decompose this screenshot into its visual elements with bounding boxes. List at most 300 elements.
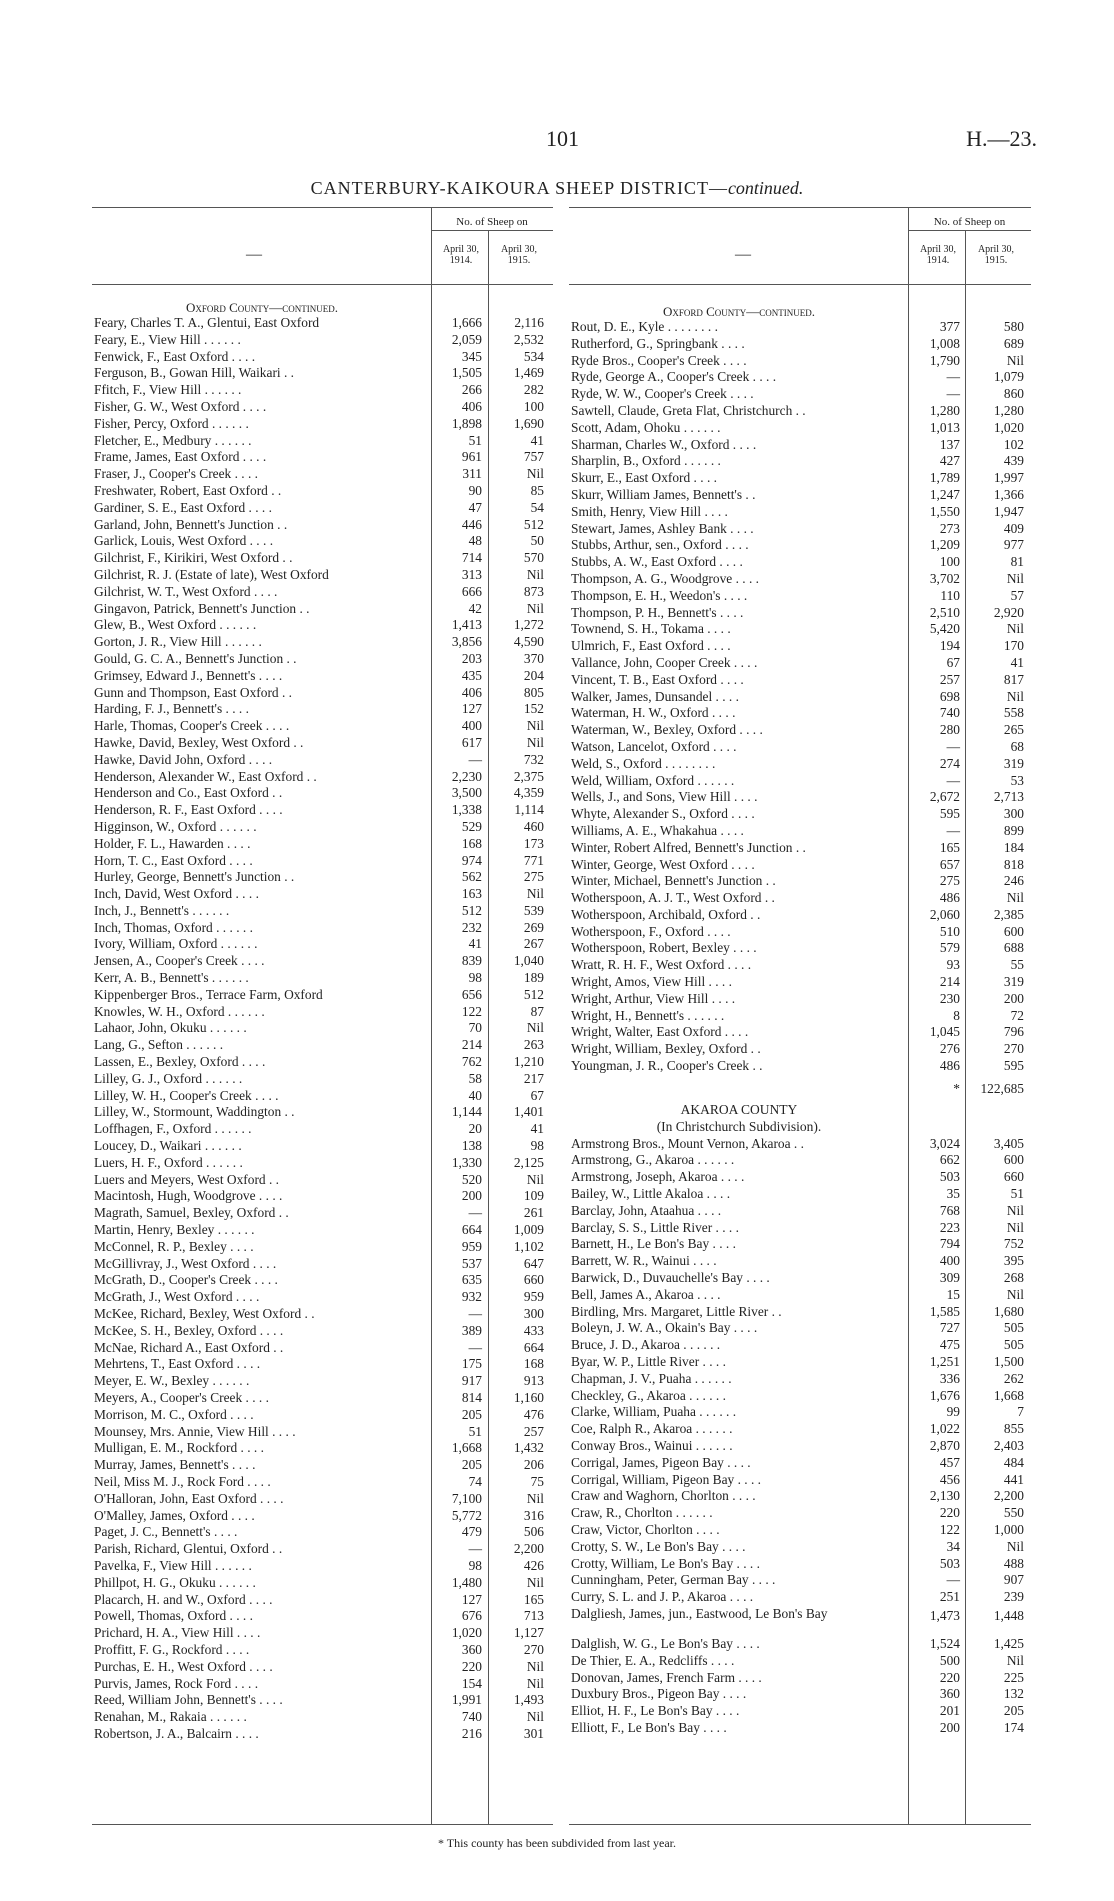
sheep-1915: 2,200 [513, 1541, 544, 1557]
table-row [569, 605, 1031, 622]
holder-name: Dalgliesh, James, jun., Eastwood, Le Bon's Bay [571, 1605, 828, 1621]
table-row [92, 1676, 553, 1693]
sheep-1915: 261 [523, 1205, 544, 1221]
holder-name: Coe, Ralph R., Akaroa . . . . . . [571, 1421, 733, 1437]
holder-name: Corrigal, William, Pigeon Bay . . . . [571, 1471, 762, 1487]
sheep-1915: 57 [1010, 587, 1024, 603]
table-row [92, 1575, 553, 1592]
sheep-1914: 1,338 [451, 802, 482, 818]
sheep-1915: 72 [1010, 1007, 1024, 1023]
table-row [92, 1356, 553, 1373]
sheep-1915: Nil [1006, 1538, 1024, 1554]
holder-name: Knowles, W. H., Oxford . . . . . . [94, 1003, 265, 1019]
table-row [92, 1709, 553, 1726]
sheep-1914: 657 [939, 856, 960, 872]
holder-name: Rout, D. E., Kyle . . . . . . . . [571, 319, 718, 334]
sheep-1914: 486 [939, 890, 960, 906]
sheep-1914: 510 [939, 923, 960, 939]
holder-name: Meyers, A., Cooper's Creek . . . . [94, 1390, 269, 1405]
holder-name: Craw, R., Chorlton . . . . . . [571, 1505, 713, 1521]
sheep-1914: 200 [939, 1719, 960, 1735]
holder-name: Rutherford, G., Springbank . . . . [571, 335, 745, 351]
holder-name: Craw, Victor, Chorlton . . . . [571, 1521, 720, 1537]
holder-name: Waterman, W., Bexley, Oxford . . . . [571, 722, 763, 738]
sheep-1914: 74 [468, 1473, 482, 1489]
holder-name: McNae, Richard A., East Oxford . . [94, 1339, 284, 1355]
table-row [569, 756, 1031, 773]
sheep-1915: 860 [1003, 386, 1024, 402]
sheep-1914: 1,413 [451, 617, 482, 633]
table-row [569, 1320, 1031, 1337]
sheep-1915: 301 [523, 1725, 544, 1741]
holder-name: Prichard, H. A., View Hill . . . . [94, 1625, 261, 1641]
table-row [569, 453, 1031, 470]
holder-name: Neil, Miss M. J., Rock Ford . . . . [94, 1473, 271, 1489]
sheep-1914: 1,550 [929, 503, 960, 519]
table-row [569, 1455, 1031, 1472]
sheep-1915: Nil [526, 1574, 544, 1590]
table-row [92, 533, 553, 550]
sheep-1915: 270 [1003, 1041, 1024, 1057]
sheep-1915: 2,116 [514, 315, 544, 330]
total-1914: * [953, 1080, 960, 1096]
sheep-1915: 1,102 [513, 1238, 544, 1254]
holder-name: Smith, Henry, View Hill . . . . [571, 503, 728, 519]
sheep-1915: 225 [1003, 1669, 1024, 1685]
left-section-title: Oxford County—continued. [185, 300, 339, 315]
sheep-1915: 4,359 [513, 785, 544, 801]
table-row [92, 1491, 553, 1508]
holder-name: Kerr, A. B., Bennett's . . . . . . [94, 970, 249, 986]
sheep-1914: 336 [939, 1370, 960, 1386]
table-row [92, 1104, 553, 1121]
holder-name: Henderson, R. F., East Oxford . . . . [94, 802, 283, 818]
sheep-1915: 257 [523, 1423, 544, 1439]
holder-name: De Thier, E. A., Redcliffs . . . . [571, 1652, 735, 1668]
holder-name: Gould, G. C. A., Bennett's Junction . . [94, 650, 297, 666]
table-row [92, 1037, 553, 1054]
sheep-1915: 1,114 [514, 802, 544, 818]
table-row [92, 500, 553, 517]
table-row [569, 722, 1031, 739]
sheep-1914: 1,480 [451, 1574, 482, 1590]
holder-name: Scott, Adam, Ohoku . . . . . . [571, 419, 721, 435]
sheep-1915: 85 [530, 482, 544, 498]
table-row [92, 769, 553, 786]
holder-name: Mehrtens, T., East Oxford . . . . [94, 1356, 261, 1372]
table-row [569, 1186, 1031, 1203]
table-row [92, 936, 553, 953]
sheep-1914: 1,209 [929, 537, 960, 553]
sheep-1914: 5,420 [929, 621, 960, 637]
holder-name: Barclay, S. S., Little River . . . . [571, 1219, 739, 1235]
table-row [569, 806, 1031, 823]
holder-name: Chapman, J. V., Puaha . . . . . . [571, 1370, 732, 1386]
sheep-1915: 2,200 [993, 1488, 1024, 1504]
sheep-1915: Nil [526, 1020, 544, 1036]
sheep-1914: 205 [461, 1457, 482, 1473]
sheep-1914: 1,020 [451, 1625, 482, 1641]
table-row [92, 466, 553, 483]
sheep-1915: 977 [1003, 537, 1024, 553]
table-row [569, 940, 1031, 957]
table-row [569, 1371, 1031, 1388]
holder-name: Mounsey, Mrs. Annie, View Hill . . . . [94, 1423, 296, 1439]
sheep-1914: 389 [461, 1322, 482, 1338]
sheep-1914: 313 [461, 566, 482, 582]
holder-name: Ulmrich, F., East Oxford . . . . [571, 638, 731, 654]
sheep-1915: 488 [1003, 1555, 1024, 1571]
holder-name: Morrison, M. C., Oxford . . . . [94, 1406, 254, 1422]
sheep-1915: 426 [523, 1557, 544, 1573]
sheep-1914: 664 [461, 1222, 482, 1238]
sheep-1914: 1,666 [451, 315, 482, 330]
table-row [569, 1539, 1031, 1556]
sheep-1914: 203 [461, 650, 482, 666]
table-row [569, 1203, 1031, 1220]
sheep-1915: 505 [1003, 1320, 1024, 1336]
table-row [92, 1608, 553, 1625]
holder-name: Boleyn, J. W. A., Okain's Bay . . . . [571, 1320, 758, 1336]
table-row [92, 483, 553, 500]
sheep-1914: 486 [939, 1058, 960, 1074]
holder-name: Walker, James, Dunsandel . . . . [571, 688, 739, 704]
sheep-1915: 664 [523, 1339, 544, 1355]
sheep-1915: 1,366 [993, 486, 1024, 502]
table-row [92, 1323, 553, 1340]
holder-name: Hurley, George, Bennett's Junction . . [94, 869, 295, 885]
sheep-1915: 913 [523, 1373, 544, 1389]
holder-name: Wright, Amos, View Hill . . . . [571, 974, 732, 990]
holder-name: Fenwick, F., East Oxford . . . . [94, 348, 256, 364]
holder-name: Fletcher, E., Medbury . . . . . . [94, 432, 252, 448]
akaroa-section-title: AKAROA COUNTY [680, 1101, 798, 1117]
sheep-1914: — [468, 1339, 482, 1355]
sheep-1914: 110 [940, 587, 960, 603]
sheep-1914: 579 [939, 940, 960, 956]
table-row [569, 1488, 1031, 1505]
sheep-1915: 319 [1003, 755, 1024, 771]
table-row [92, 433, 553, 450]
sheep-1915: Nil [1006, 570, 1024, 586]
sheep-1915: Nil [1006, 1652, 1024, 1668]
right-col2-header: April 30, 1915. [977, 244, 1015, 266]
table-row [92, 517, 553, 534]
sheep-1914: 70 [468, 1020, 482, 1036]
table-row [569, 554, 1031, 571]
sheep-1915: 752 [1003, 1236, 1024, 1252]
holder-name: Hawke, David John, Oxford . . . . [94, 751, 273, 767]
table-row [569, 638, 1031, 655]
sheep-1914: 42 [468, 600, 482, 616]
sheep-1915: Nil [1006, 688, 1024, 704]
sheep-1914: 446 [461, 516, 482, 532]
sheep-1915: 1,500 [993, 1354, 1024, 1370]
holder-name: Harding, F. J., Bennett's . . . . [94, 701, 249, 717]
sheep-1914: 1,144 [451, 1104, 482, 1120]
holder-name: Craw and Waghorn, Chorlton . . . . [571, 1488, 756, 1504]
sheep-1915: 173 [523, 835, 544, 851]
holder-name: McKee, S. H., Bexley, Oxford . . . . [94, 1322, 284, 1338]
holder-name: Sharman, Charles W., Oxford . . . . [571, 436, 757, 452]
sheep-1914: 435 [461, 667, 482, 683]
sheep-1915: 1,690 [513, 415, 544, 431]
holder-name: Wells, J., and Sons, View Hill . . . . [571, 789, 758, 805]
sheep-1914: 932 [461, 1289, 482, 1305]
footnote: * This county has been subdivided from last year. [437, 1836, 677, 1850]
sheep-1915: 855 [1003, 1421, 1024, 1437]
page-title [0, 178, 1114, 199]
sheep-1914: 2,130 [929, 1488, 960, 1504]
sheep-1915: 534 [523, 348, 544, 364]
sheep-1915: 660 [1003, 1169, 1024, 1185]
table-row [92, 617, 553, 634]
sheep-1915: 2,385 [993, 906, 1024, 922]
sheep-1914: 251 [939, 1589, 960, 1605]
sheep-1914: — [946, 386, 960, 402]
holder-name: Dalglish, W. G., Le Bon's Bay . . . . [571, 1635, 760, 1651]
holder-name: Purchas, E. H., West Oxford . . . . [94, 1658, 273, 1674]
holder-name: Stubbs, A. W., East Oxford . . . . [571, 554, 743, 570]
sheep-1914: 457 [939, 1454, 960, 1470]
holder-name: Armstrong, Joseph, Akaroa . . . . [571, 1169, 745, 1185]
sheep-1914: 35 [946, 1186, 960, 1202]
sheep-1915: 395 [1003, 1253, 1024, 1269]
sheep-1915: 41 [530, 432, 544, 448]
table-row [92, 1256, 553, 1273]
sheep-1915: 907 [1003, 1572, 1024, 1588]
sheep-1914: 98 [468, 970, 482, 986]
sheep-1914: 676 [461, 1608, 482, 1624]
table-row [569, 789, 1031, 806]
left-no-sheep-header: No. of Sheep on [456, 216, 528, 228]
sheep-1914: 93 [946, 957, 960, 973]
table-row [569, 1270, 1031, 1287]
sheep-1915: Nil [526, 886, 544, 902]
holder-name: McGillivray, J., West Oxford . . . . [94, 1255, 277, 1271]
table-row [569, 521, 1031, 538]
holder-name: Loucey, D., Waikari . . . . . . [94, 1138, 242, 1154]
sheep-1915: 239 [1003, 1589, 1024, 1605]
sheep-1915: 1,000 [993, 1521, 1024, 1537]
table-row [92, 1524, 553, 1541]
holder-name: Clarke, William, Puaha . . . . . . [571, 1404, 737, 1420]
holder-name: Henderson, Alexander W., East Oxford . . [94, 768, 317, 784]
holder-name: Martin, Henry, Bexley . . . . . . [94, 1222, 255, 1238]
sheep-1915: 55 [1010, 957, 1024, 973]
holder-name: Ryde, George A., Cooper's Creek . . . . [571, 369, 777, 385]
holder-name: Thompson, E. H., Weedon's . . . . [571, 587, 748, 603]
sheep-1914: 266 [461, 382, 482, 398]
right-section-title: Oxford County—continued. [662, 304, 816, 319]
table-row [569, 1572, 1031, 1589]
holder-name: Curry, S. L. and J. P., Akaroa . . . . [571, 1589, 754, 1605]
sheep-1915: 796 [1003, 1024, 1024, 1040]
sheep-1914: 961 [461, 449, 482, 465]
sheep-1914: 274 [939, 755, 960, 771]
sheep-1915: Nil [526, 1171, 544, 1187]
table-row [92, 1659, 553, 1676]
sheep-1914: 220 [939, 1505, 960, 1521]
holder-name: Bruce, J. D., Akaroa . . . . . . [571, 1337, 721, 1353]
table-row [92, 601, 553, 618]
table-row [569, 890, 1031, 907]
akaroa-subtitle: (In Christchurch Subdivision). [656, 1118, 822, 1134]
sheep-1914: 7,100 [451, 1490, 482, 1506]
holder-name: Murray, James, Bennett's . . . . [94, 1457, 256, 1473]
table-row [92, 567, 553, 584]
table-row [569, 588, 1031, 605]
holder-name: Frame, James, East Oxford . . . . [94, 449, 267, 465]
sheep-1915: 1,947 [993, 503, 1024, 519]
holder-name: Winter, Michael, Bennett's Junction . . [571, 873, 776, 889]
sheep-1915: 539 [523, 902, 544, 918]
sheep-1915: 68 [1010, 738, 1024, 754]
holder-name: Inch, David, West Oxford . . . . [94, 886, 259, 902]
holder-name: Holder, F. L., Hawarden . . . . [94, 835, 251, 851]
holder-name: Henderson and Co., East Oxford . . [94, 785, 283, 801]
table-row [92, 315, 553, 332]
holder-name: McGrath, J., West Oxford . . . . [94, 1289, 260, 1305]
table-row [569, 1337, 1031, 1354]
holder-name: Fisher, G. W., West Oxford . . . . [94, 398, 267, 414]
sheep-1914: 503 [939, 1169, 960, 1185]
sheep-1914: 2,060 [929, 906, 960, 922]
sheep-1915: Nil [526, 566, 544, 582]
holder-name: Duxbury Bros., Pigeon Bay . . . . [571, 1686, 747, 1702]
table-row [92, 1222, 553, 1239]
sheep-1914: 2,510 [929, 604, 960, 620]
table-row [569, 840, 1031, 857]
table-row [569, 1472, 1031, 1489]
holder-name: Armstrong Bros., Mount Vernon, Akaroa . . [571, 1135, 804, 1151]
sheep-1914: 220 [939, 1669, 960, 1685]
sheep-1914: 520 [461, 1171, 482, 1187]
holder-name: Feary, Charles T. A., Glentui, East Oxford [94, 315, 320, 330]
sheep-1915: 647 [523, 1255, 544, 1271]
sheep-1914: 20 [468, 1121, 482, 1137]
holder-name: Barrett, W. R., Wainui . . . . [571, 1253, 717, 1269]
sheep-1914: 100 [939, 554, 960, 570]
sheep-1914: 2,059 [451, 331, 482, 347]
sheep-1915: 2,920 [993, 604, 1024, 620]
holder-name: Lilley, W., Stormount, Waddington . . [94, 1104, 295, 1120]
holder-name: Waterman, H. W., Oxford . . . . [571, 705, 736, 721]
sheep-1915: 217 [523, 1070, 544, 1086]
table-row [569, 386, 1031, 403]
table-row [92, 1440, 553, 1457]
table-row [92, 853, 553, 870]
sheep-1914: 98 [468, 1557, 482, 1573]
holder-name: Youngman, J. R., Cooper's Creek . . [571, 1058, 763, 1074]
sheep-1915: Nil [526, 1675, 544, 1691]
sheep-1914: 839 [461, 953, 482, 969]
table-row [92, 399, 553, 416]
sheep-1915: 319 [1003, 974, 1024, 990]
table-row [92, 365, 553, 382]
table-row [569, 1505, 1031, 1522]
table-row [92, 668, 553, 685]
table-row [569, 1304, 1031, 1321]
sheep-1914: 814 [461, 1390, 482, 1405]
holder-name: Horn, T. C., East Oxford . . . . [94, 852, 253, 868]
sheep-1914: 127 [461, 701, 482, 717]
sheep-1914: 276 [939, 1041, 960, 1057]
sheep-1914: 275 [939, 873, 960, 889]
sheep-1914: 400 [461, 718, 482, 734]
sheep-1915: Nil [526, 1490, 544, 1506]
table-row [92, 685, 553, 702]
table-row [569, 504, 1031, 521]
table-row [92, 1508, 553, 1525]
holder-name: Elliott, F., Le Bon's Bay . . . . [571, 1719, 727, 1735]
table-row [569, 1388, 1031, 1405]
sheep-1915: Nil [1006, 1219, 1024, 1235]
sheep-1915: 505 [1003, 1337, 1024, 1353]
sheep-1915: 2,403 [993, 1438, 1024, 1453]
table-row [569, 1024, 1031, 1041]
sheep-1914: 662 [939, 1152, 960, 1168]
holder-name: Phillpot, H. G., Okuku . . . . . . [94, 1574, 256, 1590]
sheep-1915: 184 [1003, 839, 1024, 855]
holder-name: Gingavon, Patrick, Bennett's Junction . . [94, 600, 310, 616]
table-row [92, 1407, 553, 1424]
sheep-1914: 360 [939, 1686, 960, 1702]
sheep-1915: 132 [1003, 1686, 1024, 1702]
sheep-1914: 1,022 [929, 1421, 960, 1437]
table-row [92, 1155, 553, 1172]
sheep-1914: — [946, 822, 960, 838]
sheep-1914: 154 [461, 1675, 482, 1691]
sheep-1915: 275 [523, 869, 544, 885]
holder-name: O'Halloran, John, East Oxford . . . . [94, 1490, 284, 1506]
sheep-1915: 7 [1017, 1404, 1024, 1420]
sheep-1915: 1,425 [993, 1635, 1024, 1651]
table-row [92, 886, 553, 903]
sheep-1915: 41 [1010, 654, 1024, 670]
sheep-1915: 152 [523, 701, 544, 717]
table-row [569, 1686, 1031, 1703]
table-row [92, 584, 553, 601]
sheep-1915: 439 [1003, 453, 1024, 469]
holder-name: Crotty, William, Le Bon's Bay . . . . [571, 1555, 760, 1571]
sheep-1914: 1,330 [451, 1154, 482, 1170]
holder-name: Checkley, G., Akaroa . . . . . . [571, 1387, 726, 1403]
holder-name: Armstrong, G., Akaroa . . . . . . [571, 1152, 735, 1168]
holder-name: Lilley, W. H., Cooper's Creek . . . . [94, 1087, 279, 1103]
holder-name: Townend, S. H., Tokama . . . . [571, 621, 731, 637]
holder-name: Thompson, P. H., Bennett's . . . . [571, 604, 744, 620]
sheep-1914: 257 [939, 671, 960, 687]
sheep-1914: 959 [461, 1238, 482, 1254]
sheep-1915: 2,532 [513, 331, 544, 347]
sheep-1914: 2,672 [929, 789, 960, 805]
table-row [92, 651, 553, 668]
sheep-1914: 3,500 [451, 785, 482, 801]
holder-name: O'Malley, James, Oxford . . . . [94, 1507, 255, 1523]
table-row [92, 903, 553, 920]
table-row [569, 1136, 1031, 1153]
holder-name: Ffitch, F., View Hill . . . . . . [94, 382, 242, 398]
sheep-1914: 34 [946, 1538, 960, 1554]
holder-name: Skurr, William James, Bennett's . . [571, 486, 756, 502]
sheep-1915: 4,590 [513, 634, 544, 650]
sheep-1915: Nil [526, 1709, 544, 1725]
sheep-1914: 345 [461, 348, 482, 364]
table-row [569, 1589, 1031, 1606]
sheep-1914: 163 [461, 886, 482, 902]
sheep-1915: Nil [526, 600, 544, 616]
